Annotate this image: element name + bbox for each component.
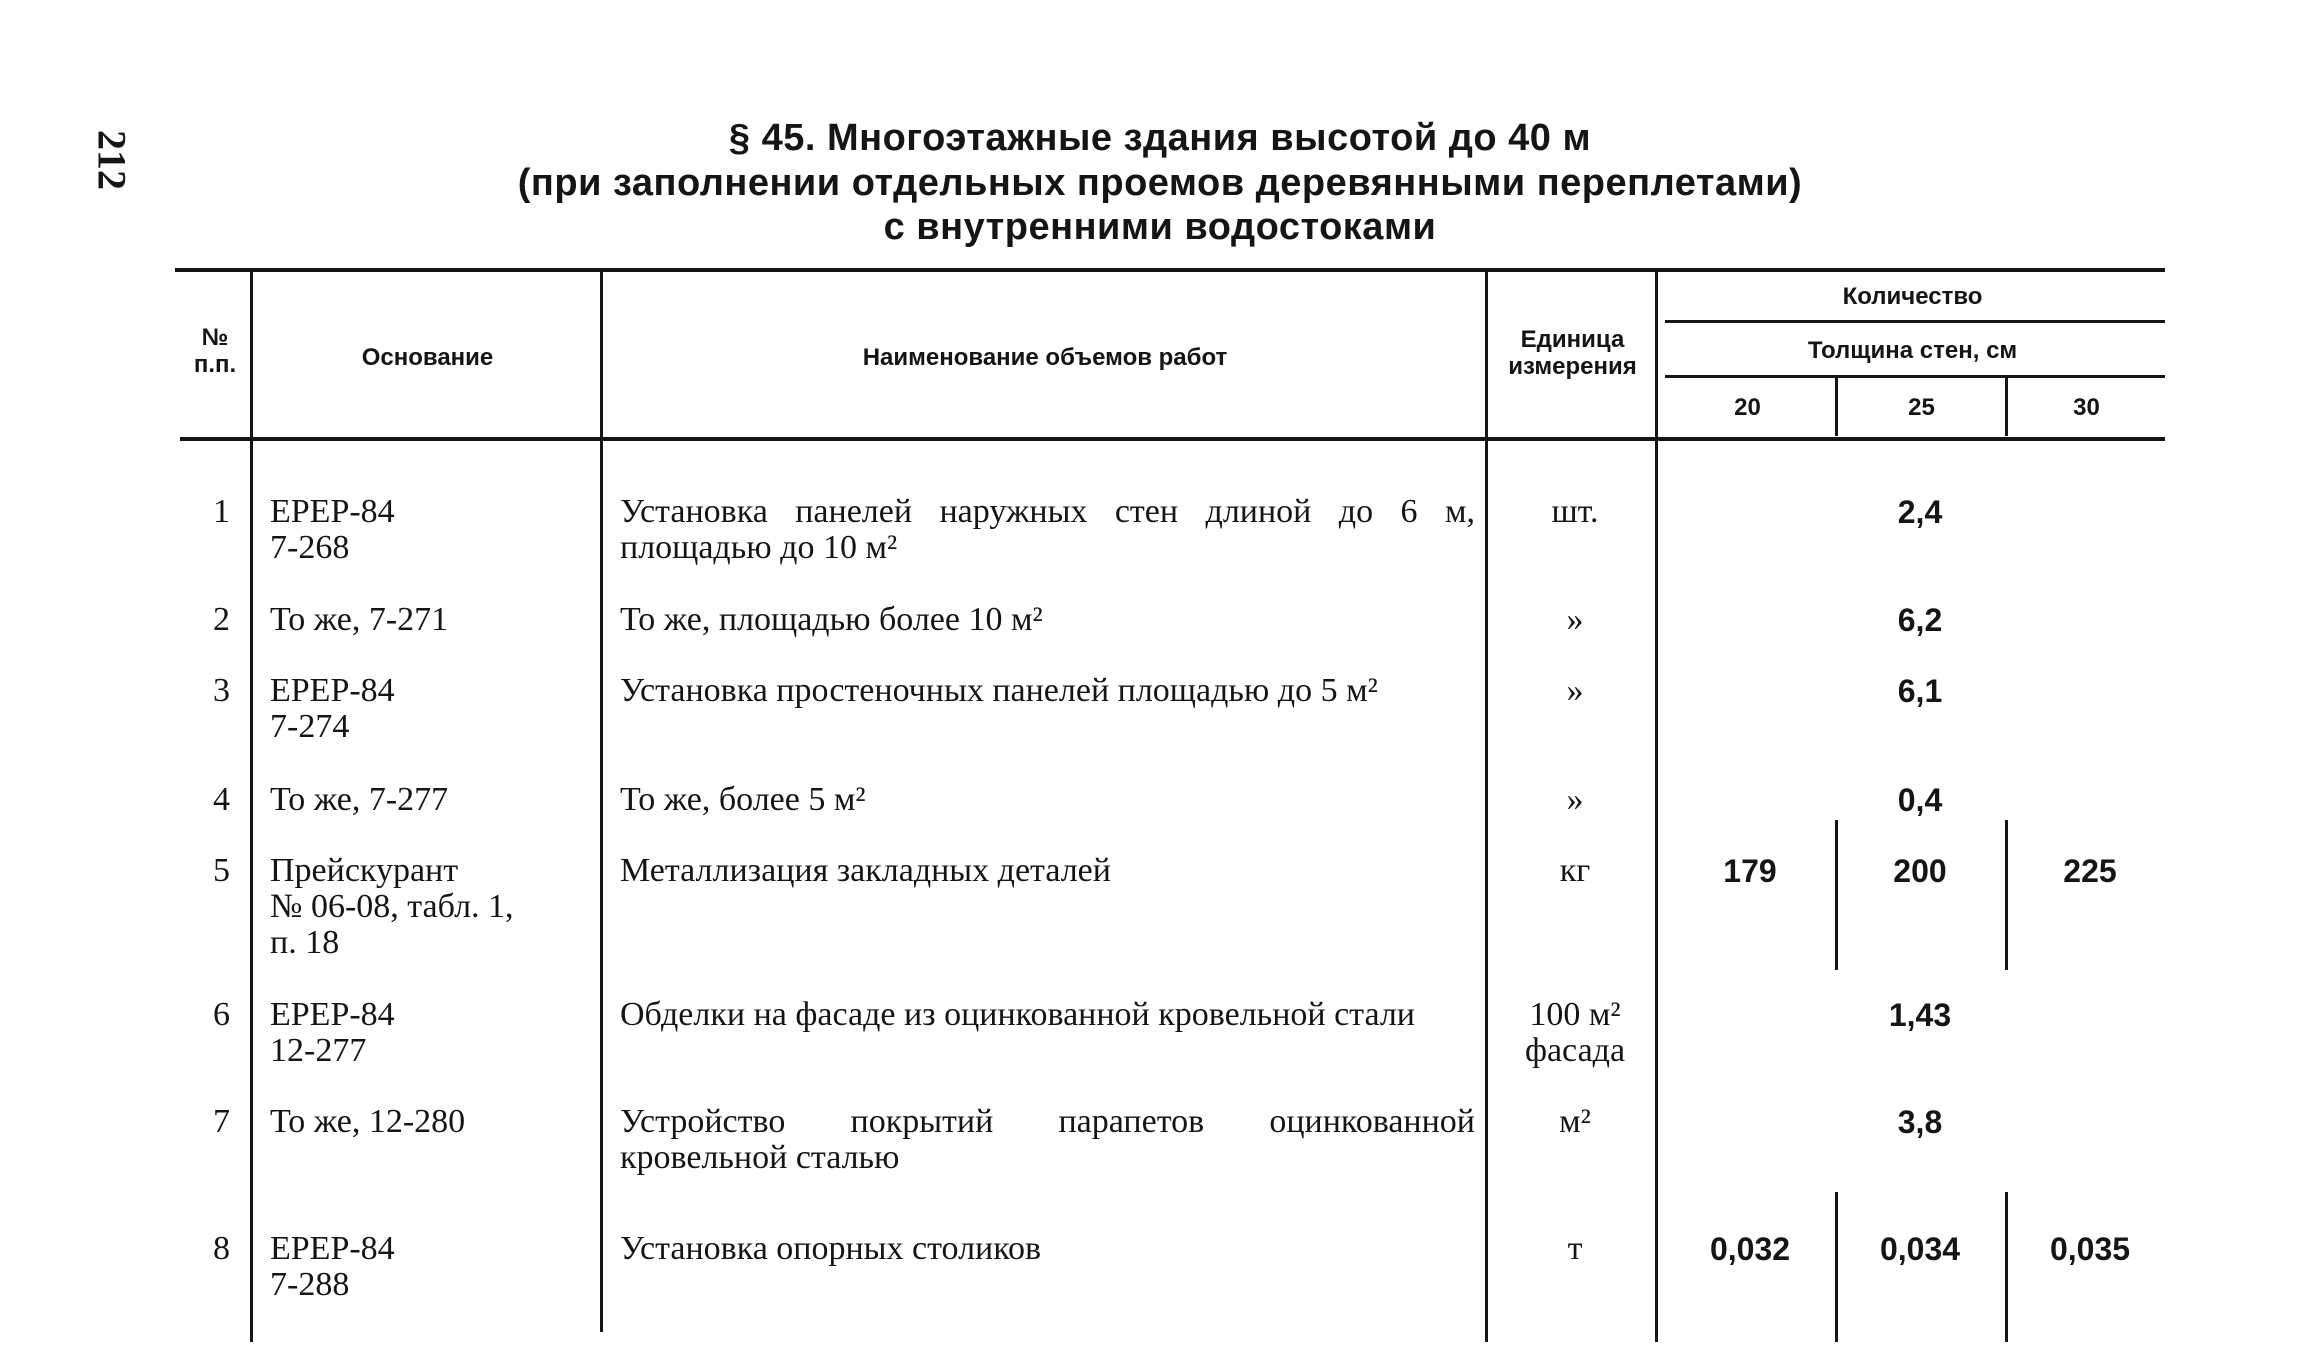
row-work: Установка опорных столиков — [620, 1230, 1042, 1267]
row-basis: ЕРЕР-84 7-288 — [270, 1230, 395, 1303]
row-quantity-30: 225 — [2063, 853, 2117, 889]
row-number: 3 — [213, 672, 230, 709]
row-unit: » — [1566, 672, 1584, 709]
row-work: То же, площадью более 10 м² — [620, 601, 1043, 638]
column-divider — [1485, 272, 1488, 1342]
row-number: 6 — [213, 996, 230, 1033]
row-number: 4 — [213, 781, 230, 818]
row-work: Установка панелей наружных стен длиной до 6 м, площадью до 10 м² — [620, 493, 1475, 566]
row-basis: То же, 7-271 — [270, 601, 449, 638]
section-title: § 45. Многоэтажные здания высотой до 40 м — [728, 117, 1592, 159]
row-quantity: 2,4 — [1897, 494, 1943, 530]
row-basis: Прейскурант № 06-08, табл. 1, п. 18 — [270, 852, 514, 961]
row-basis: То же, 12-280 — [270, 1103, 466, 1140]
row-unit: 100 м² фасада — [1524, 996, 1626, 1069]
column-divider — [1655, 272, 1658, 1342]
row-work: То же, более 5 м² — [620, 781, 866, 818]
column-divider — [1835, 1192, 1838, 1342]
column-divider — [600, 272, 603, 1332]
row-unit: т — [1567, 1230, 1583, 1267]
row-quantity: 1,43 — [1888, 997, 1952, 1033]
row-number: 5 — [213, 852, 230, 889]
row-quantity-25: 200 — [1893, 853, 1947, 889]
page-number: 212 — [89, 130, 135, 190]
header-unit: Единица измерения — [1508, 326, 1637, 380]
row-work: Устройство покрытий парапетов оцинкованной кровельной сталью — [620, 1103, 1475, 1176]
row-work: Обделки на фасаде из оцинкованной кровельной стали — [620, 996, 1415, 1033]
row-unit: » — [1566, 601, 1584, 638]
row-work: Установка простеночных панелей площадью до 5 м² — [620, 672, 1378, 709]
row-unit: м² — [1559, 1103, 1591, 1140]
column-divider — [2005, 820, 2008, 970]
row-quantity: 3,8 — [1897, 1104, 1943, 1140]
row-quantity-20: 0,032 — [1709, 1231, 1791, 1267]
header-basis: Основание — [361, 344, 494, 371]
column-divider — [1835, 820, 1838, 970]
row-number: 8 — [213, 1230, 230, 1267]
section-subtitle-2: с внутренними водостоками — [883, 206, 1437, 248]
header-t30: 30 — [2073, 394, 2100, 421]
header-thickness: Толщина стен, см — [1807, 337, 2018, 364]
header-t20: 20 — [1734, 394, 1761, 421]
quantity-rule — [1665, 320, 2165, 323]
row-number: 2 — [213, 601, 230, 638]
row-quantity-25: 0,034 — [1879, 1231, 1961, 1267]
column-divider — [250, 272, 253, 1342]
row-quantity: 6,2 — [1897, 602, 1943, 638]
row-unit: кг — [1559, 852, 1591, 889]
row-basis: ЕРЕР-84 7-274 — [270, 672, 395, 745]
row-basis: ЕРЕР-84 12-277 — [270, 996, 395, 1069]
row-unit: » — [1566, 781, 1584, 818]
row-basis: То же, 7-277 — [270, 781, 449, 818]
header-work: Наименование объемов работ — [862, 344, 1228, 371]
row-quantity-20: 179 — [1723, 853, 1777, 889]
row-quantity: 0,4 — [1897, 782, 1943, 818]
header-quantity: Количество — [1842, 283, 1983, 310]
header-num: № п.п. — [193, 324, 237, 378]
table-top-rule — [175, 268, 2165, 272]
row-unit: шт. — [1551, 493, 1599, 530]
row-quantity: 6,1 — [1897, 673, 1943, 709]
row-basis: ЕРЕР-84 7-268 — [270, 493, 395, 566]
thickness-rule — [1665, 375, 2165, 378]
column-divider — [2005, 1192, 2008, 1342]
header-bottom-rule — [180, 437, 2165, 441]
header-t25: 25 — [1908, 394, 1935, 421]
section-subtitle: (при заполнении отдельных проемов деревянными переплетами) — [517, 162, 1803, 204]
row-work: Металлизация закладных деталей — [620, 852, 1111, 889]
row-number: 7 — [213, 1103, 230, 1140]
row-quantity-30: 0,035 — [2049, 1231, 2131, 1267]
row-number: 1 — [213, 493, 230, 530]
